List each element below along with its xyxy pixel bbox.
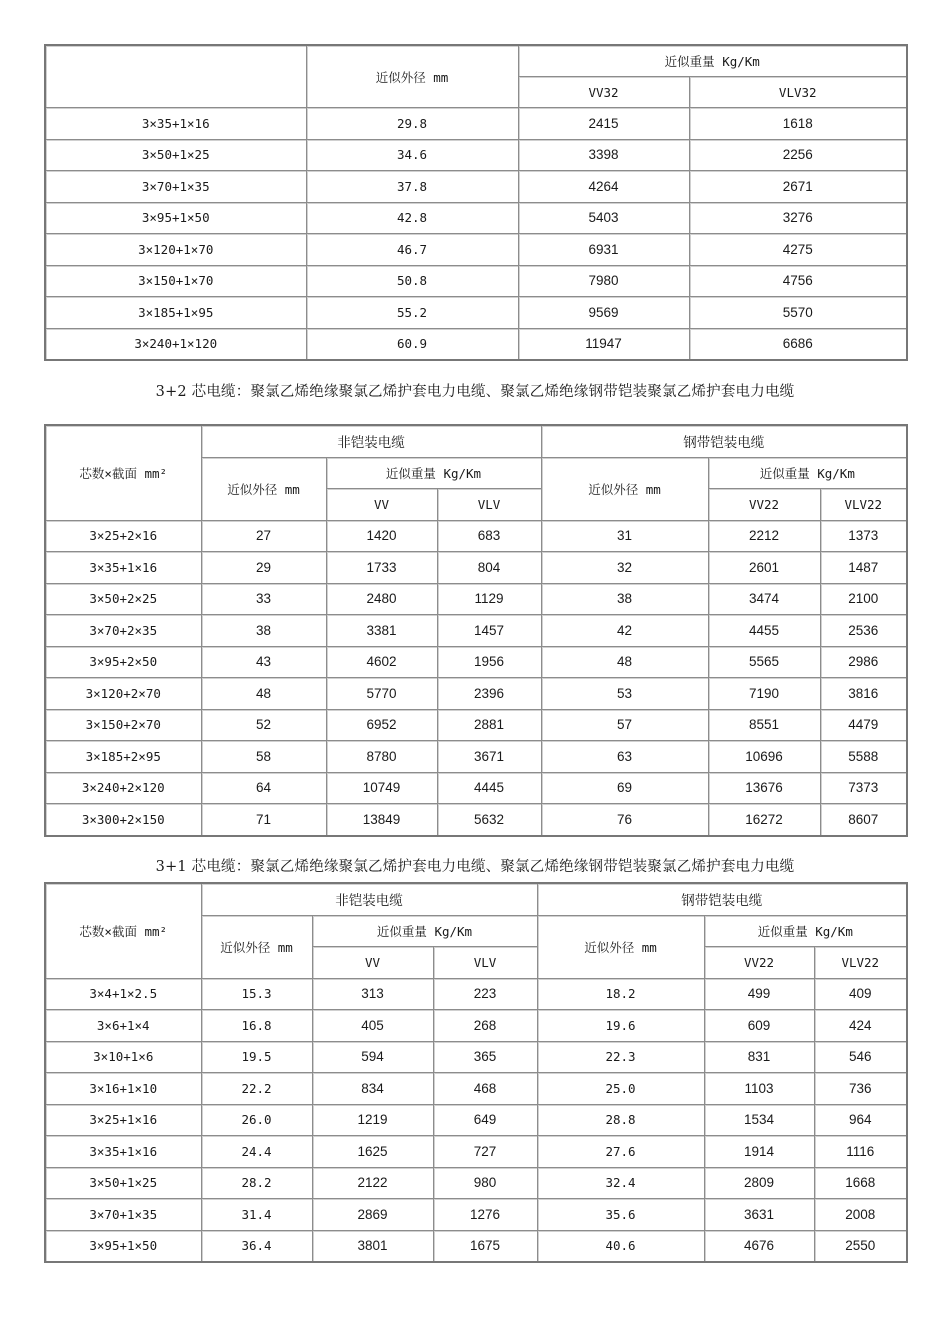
header-col-vv: VV <box>326 489 437 521</box>
header-col-vlv32: VLV32 <box>689 77 907 108</box>
table-cell: 16.8 <box>201 1010 312 1042</box>
table-row <box>45 171 907 203</box>
table-cell: 365 <box>433 1041 537 1073</box>
table-cell: 649 <box>433 1104 537 1136</box>
table-cell: 964 <box>814 1104 907 1136</box>
table-cell: 1420 <box>326 520 437 552</box>
table-cell: 19.5 <box>201 1041 312 1073</box>
table-cell: 55.2 <box>306 297 518 329</box>
cell-spec: 3×35+1×16 <box>45 552 201 584</box>
table-cell: 4455 <box>708 615 820 647</box>
cell-spec: 3×50+1×25 <box>45 139 306 171</box>
table-cell: 8780 <box>326 741 437 773</box>
table-cell: 831 <box>704 1041 814 1073</box>
table-cell: 7980 <box>518 265 689 297</box>
table-cell: 4445 <box>437 772 541 804</box>
header-weight-armored: 近似重量 Kg/Km <box>704 915 907 947</box>
table-cell: 1457 <box>437 615 541 647</box>
header-col-vlv22: VLV22 <box>814 947 907 979</box>
table-cell: 26.0 <box>201 1104 312 1136</box>
table-cell: 28.8 <box>537 1104 704 1136</box>
header-col-vv: VV <box>312 947 433 979</box>
table-cell: 2550 <box>814 1230 907 1262</box>
cell-spec: 3×16+1×10 <box>45 1073 201 1105</box>
cell-spec: 3×35+1×16 <box>45 108 306 140</box>
table-row <box>45 978 907 1010</box>
cell-spec: 3×240+1×120 <box>45 328 306 360</box>
table-cell: 4275 <box>689 234 907 266</box>
table-cell: 48 <box>541 646 708 678</box>
table-cell: 3276 <box>689 202 907 234</box>
table-cell: 6931 <box>518 234 689 266</box>
table-cell: 9569 <box>518 297 689 329</box>
header-armored: 钢带铠装电缆 <box>537 883 907 915</box>
cell-spec: 3×70+1×35 <box>45 1199 201 1231</box>
header-col-vv22: VV22 <box>704 947 814 979</box>
table-cell: 1487 <box>820 552 907 584</box>
header-col-vlv: VLV <box>437 489 541 521</box>
cell-spec: 3×35+1×16 <box>45 1136 201 1168</box>
table-cell: 5632 <box>437 804 541 836</box>
table-3plus2-cables <box>44 424 908 837</box>
table-row <box>45 1104 907 1136</box>
table-cell: 2536 <box>820 615 907 647</box>
table-cell: 28.2 <box>201 1167 312 1199</box>
table-cell: 1219 <box>312 1104 433 1136</box>
header-diameter-armored: 近似外径 mm <box>541 457 708 520</box>
table-row <box>45 646 907 678</box>
table-row <box>45 297 907 329</box>
table-cell: 6952 <box>326 709 437 741</box>
cell-spec: 3×185+1×95 <box>45 297 306 329</box>
table3-body <box>45 978 907 1262</box>
cell-spec: 3×50+1×25 <box>45 1167 201 1199</box>
header-diameter-unarmored: 近似外径 mm <box>201 915 312 978</box>
cell-spec: 3×10+1×6 <box>45 1041 201 1073</box>
table-cell: 19.6 <box>537 1010 704 1042</box>
table-cell: 76 <box>541 804 708 836</box>
table-cell: 25.0 <box>537 1073 704 1105</box>
table-cell: 5403 <box>518 202 689 234</box>
table-cell: 804 <box>437 552 541 584</box>
caption-3plus1-cables: 3+1 芯电缆：聚氯乙烯绝缘聚氯乙烯护套电力电缆、聚氯乙烯绝缘钢带铠装聚氯乙烯护套电力电缆 <box>155 859 795 875</box>
table-cell: 53 <box>541 678 708 710</box>
cell-spec: 3×120+1×70 <box>45 234 306 266</box>
table-cell: 268 <box>433 1010 537 1042</box>
table-cell: 18.2 <box>537 978 704 1010</box>
header-unarmored: 非铠装电缆 <box>201 425 541 457</box>
table-cell: 1534 <box>704 1104 814 1136</box>
table-cell: 32 <box>541 552 708 584</box>
table-cell: 1129 <box>437 583 541 615</box>
table-cell: 4676 <box>704 1230 814 1262</box>
table-row <box>45 1136 907 1168</box>
table-cell: 3474 <box>708 583 820 615</box>
header-col-vlv22: VLV22 <box>820 489 907 521</box>
caption-3plus2-cables: 3+2 芯电缆：聚氯乙烯绝缘聚氯乙烯护套电力电缆、聚氯乙烯绝缘钢带铠装聚氯乙烯护套电力电缆 <box>155 384 795 400</box>
table-cell: 43 <box>201 646 326 678</box>
table-cell: 2415 <box>518 108 689 140</box>
table-cell: 2122 <box>312 1167 433 1199</box>
table-cell: 3671 <box>437 741 541 773</box>
table-cell: 2396 <box>437 678 541 710</box>
cell-spec: 3×95+2×50 <box>45 646 201 678</box>
table-row <box>45 741 907 773</box>
cell-spec: 3×70+2×35 <box>45 615 201 647</box>
table1-body <box>45 108 907 361</box>
header-diameter-unarmored: 近似外径 mm <box>201 457 326 520</box>
table-cell: 2986 <box>820 646 907 678</box>
table-row <box>45 1199 907 1231</box>
table-cell: 40.6 <box>537 1230 704 1262</box>
table-cell: 37.8 <box>306 171 518 203</box>
table-cell: 31 <box>541 520 708 552</box>
table-cell: 50.8 <box>306 265 518 297</box>
table-row <box>45 804 907 836</box>
table-cell: 405 <box>312 1010 433 1042</box>
table-cell: 409 <box>814 978 907 1010</box>
cell-spec: 3×150+2×70 <box>45 709 201 741</box>
table-cell: 736 <box>814 1073 907 1105</box>
table-cell: 424 <box>814 1010 907 1042</box>
table-cell: 594 <box>312 1041 433 1073</box>
table-cell: 1733 <box>326 552 437 584</box>
table-cell: 3816 <box>820 678 907 710</box>
cell-spec: 3×185+2×95 <box>45 741 201 773</box>
table-cell: 5770 <box>326 678 437 710</box>
table-cell: 1116 <box>814 1136 907 1168</box>
cell-spec: 3×25+2×16 <box>45 520 201 552</box>
table-cell: 48 <box>201 678 326 710</box>
table-cell: 33 <box>201 583 326 615</box>
table-row <box>45 678 907 710</box>
table-cell: 2881 <box>437 709 541 741</box>
table-cell: 35.6 <box>537 1199 704 1231</box>
table-cell: 727 <box>433 1136 537 1168</box>
table-cell: 10696 <box>708 741 820 773</box>
header-cores-section: 芯数×截面 mm² <box>45 883 201 978</box>
table-cell: 2480 <box>326 583 437 615</box>
table-row <box>45 328 907 360</box>
header-diameter-armored: 近似外径 mm <box>537 915 704 978</box>
table-cell: 63 <box>541 741 708 773</box>
table-row <box>45 520 907 552</box>
header-unarmored: 非铠装电缆 <box>201 883 537 915</box>
cell-spec: 3×50+2×25 <box>45 583 201 615</box>
header-diameter: 近似外径 mm <box>306 45 518 108</box>
table-cell: 69 <box>541 772 708 804</box>
table-cell: 22.2 <box>201 1073 312 1105</box>
table-cell: 5588 <box>820 741 907 773</box>
table-cell: 15.3 <box>201 978 312 1010</box>
table-3plus1-cables <box>44 882 908 1263</box>
table-row <box>45 202 907 234</box>
table-cell: 29 <box>201 552 326 584</box>
table-cell: 64 <box>201 772 326 804</box>
table-cell: 34.6 <box>306 139 518 171</box>
table-cell: 5570 <box>689 297 907 329</box>
table-row <box>45 1010 907 1042</box>
table-row <box>45 1041 907 1073</box>
table-cell: 22.3 <box>537 1041 704 1073</box>
table-cell: 2212 <box>708 520 820 552</box>
table-cell: 2601 <box>708 552 820 584</box>
table-cell: 2008 <box>814 1199 907 1231</box>
table-cell: 27 <box>201 520 326 552</box>
table-cell: 32.4 <box>537 1167 704 1199</box>
header-weight-armored: 近似重量 Kg/Km <box>708 457 907 489</box>
table-cell: 42.8 <box>306 202 518 234</box>
table-row <box>45 709 907 741</box>
table-cell: 1914 <box>704 1136 814 1168</box>
table-cell: 46.7 <box>306 234 518 266</box>
table-cell: 2809 <box>704 1167 814 1199</box>
table-cell: 4756 <box>689 265 907 297</box>
table-cell: 10749 <box>326 772 437 804</box>
table-cell: 468 <box>433 1073 537 1105</box>
table-row <box>45 615 907 647</box>
table-cell: 2869 <box>312 1199 433 1231</box>
table-cell: 1956 <box>437 646 541 678</box>
table-cell: 52 <box>201 709 326 741</box>
header-cores-section: 芯数×截面 mm² <box>45 425 201 520</box>
table-cell: 5565 <box>708 646 820 678</box>
cell-spec: 3×120+2×70 <box>45 678 201 710</box>
table-cell: 1373 <box>820 520 907 552</box>
table-cell: 223 <box>433 978 537 1010</box>
table-cell: 6686 <box>689 328 907 360</box>
table-cell: 3381 <box>326 615 437 647</box>
table-row <box>45 552 907 584</box>
cell-spec: 3×95+1×50 <box>45 202 306 234</box>
cell-spec: 3×6+1×4 <box>45 1010 201 1042</box>
table-cell: 609 <box>704 1010 814 1042</box>
table-cell: 1675 <box>433 1230 537 1262</box>
table-cell: 29.8 <box>306 108 518 140</box>
table-cell: 36.4 <box>201 1230 312 1262</box>
table-vv32-weights <box>44 44 908 361</box>
table-cell: 3801 <box>312 1230 433 1262</box>
table-cell: 11947 <box>518 328 689 360</box>
cell-spec: 3×4+1×2.5 <box>45 978 201 1010</box>
table-cell: 38 <box>541 583 708 615</box>
table-cell: 2671 <box>689 171 907 203</box>
table-cell: 13849 <box>326 804 437 836</box>
header-col-vv22: VV22 <box>708 489 820 521</box>
table-cell: 313 <box>312 978 433 1010</box>
table-row <box>45 1167 907 1199</box>
table2-body <box>45 520 907 836</box>
table-cell: 4602 <box>326 646 437 678</box>
table-cell: 3631 <box>704 1199 814 1231</box>
table-cell: 1618 <box>689 108 907 140</box>
header-col-vv32: VV32 <box>518 77 689 108</box>
header-weight-unarmored: 近似重量 Kg/Km <box>326 457 541 489</box>
table-cell: 499 <box>704 978 814 1010</box>
table-cell: 546 <box>814 1041 907 1073</box>
table-cell: 57 <box>541 709 708 741</box>
table-cell: 16272 <box>708 804 820 836</box>
table-row <box>45 108 907 140</box>
table-cell: 8551 <box>708 709 820 741</box>
cell-spec: 3×70+1×35 <box>45 171 306 203</box>
table-cell: 8607 <box>820 804 907 836</box>
table-cell: 27.6 <box>537 1136 704 1168</box>
table-cell: 1276 <box>433 1199 537 1231</box>
table-row <box>45 265 907 297</box>
table-cell: 58 <box>201 741 326 773</box>
table-cell: 1103 <box>704 1073 814 1105</box>
table-cell: 2100 <box>820 583 907 615</box>
table-row <box>45 1073 907 1105</box>
table-cell: 683 <box>437 520 541 552</box>
table-cell: 13676 <box>708 772 820 804</box>
table-cell: 24.4 <box>201 1136 312 1168</box>
table-row <box>45 583 907 615</box>
table-row <box>45 1230 907 1262</box>
table-cell: 4479 <box>820 709 907 741</box>
header-armored: 钢带铠装电缆 <box>541 425 907 457</box>
header-weight-unarmored: 近似重量 Kg/Km <box>312 915 537 947</box>
header-blank-cell <box>45 45 306 108</box>
table-cell: 71 <box>201 804 326 836</box>
table-cell: 980 <box>433 1167 537 1199</box>
table-cell: 3398 <box>518 139 689 171</box>
table-cell: 1625 <box>312 1136 433 1168</box>
table-cell: 38 <box>201 615 326 647</box>
cell-spec: 3×95+1×50 <box>45 1230 201 1262</box>
table-cell: 2256 <box>689 139 907 171</box>
table-cell: 4264 <box>518 171 689 203</box>
table-cell: 7190 <box>708 678 820 710</box>
cell-spec: 3×240+2×120 <box>45 772 201 804</box>
table-cell: 834 <box>312 1073 433 1105</box>
table-row <box>45 139 907 171</box>
cell-spec: 3×25+1×16 <box>45 1104 201 1136</box>
table-cell: 31.4 <box>201 1199 312 1231</box>
table-row <box>45 772 907 804</box>
table-row <box>45 234 907 266</box>
header-weight-group: 近似重量 Kg/Km <box>518 45 907 77</box>
cell-spec: 3×300+2×150 <box>45 804 201 836</box>
table-cell: 7373 <box>820 772 907 804</box>
header-col-vlv: VLV <box>433 947 537 979</box>
table-cell: 60.9 <box>306 328 518 360</box>
cell-spec: 3×150+1×70 <box>45 265 306 297</box>
table-cell: 42 <box>541 615 708 647</box>
table-cell: 1668 <box>814 1167 907 1199</box>
